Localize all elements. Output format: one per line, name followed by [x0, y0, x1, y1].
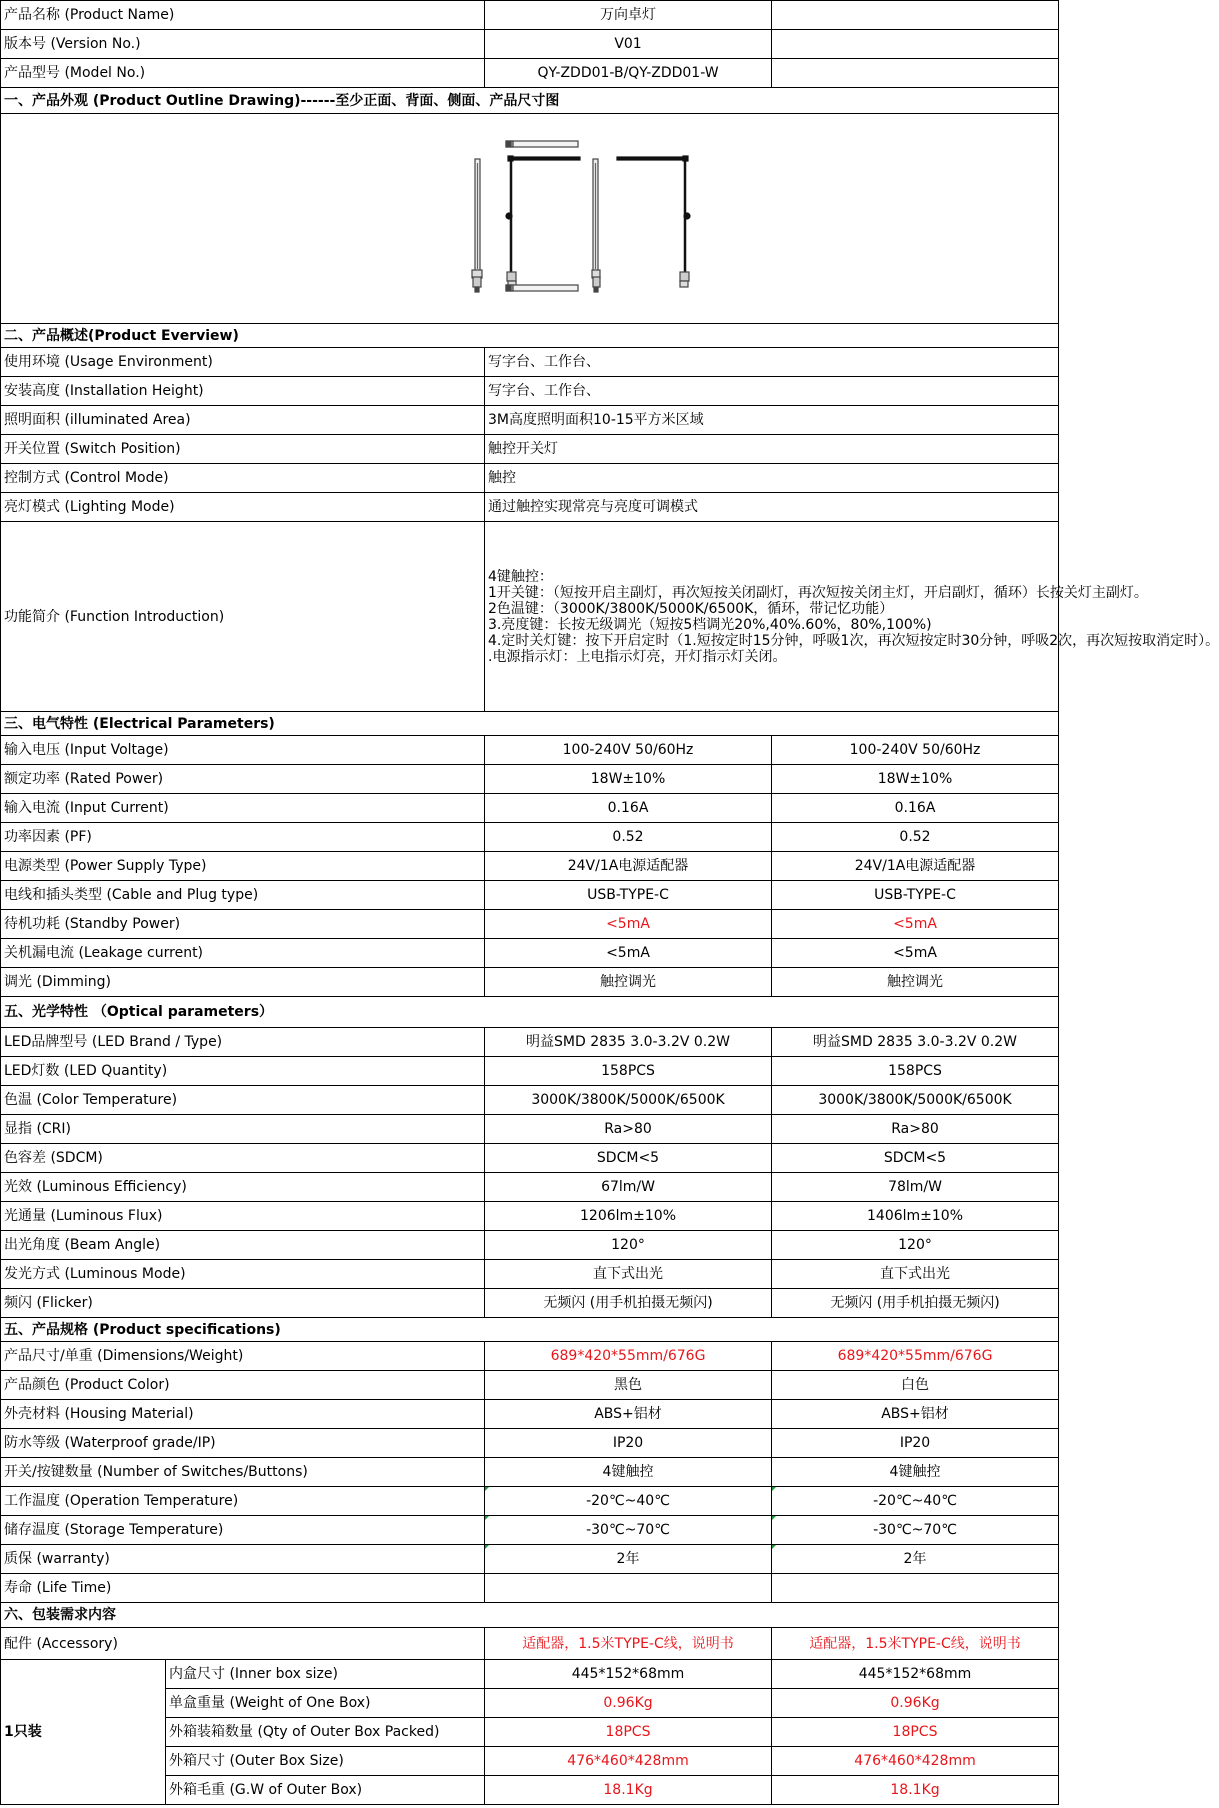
white-model-value: 4键触控	[772, 1458, 1059, 1487]
black-model-value: 445*152*68mm	[485, 1660, 772, 1689]
version-row	[1, 30, 1059, 59]
section2-title: 二、产品概述(Product Everview)	[1, 324, 1059, 348]
lamp-back-view	[592, 159, 600, 292]
row-label: 调光 (Dimming)	[1, 968, 485, 997]
empty-cell	[772, 30, 1059, 59]
black-model-value: 3000K/3800K/5000K/6500K	[485, 1086, 772, 1115]
spec-row	[1, 881, 1059, 910]
row-label: 亮灯模式 (Lighting Mode)	[1, 493, 485, 522]
function-line: 2色温键：（3000K/3800K/5000K/6500K，循环，带记忆功能）	[488, 600, 894, 617]
black-model-value: SDCM<5	[485, 1144, 772, 1173]
black-model-value: 18PCS	[485, 1718, 772, 1747]
row-label: 色容差 (SDCM)	[1, 1144, 485, 1173]
row-label: 外壳材料 (Housing Material)	[1, 1400, 485, 1429]
row-label: 出光角度 (Beam Angle)	[1, 1231, 485, 1260]
white-model-value: 2年	[772, 1545, 1059, 1574]
white-model-value: 无频闪 (用手机拍摄无频闪)	[772, 1289, 1059, 1318]
black-model-value: 直下式出光	[485, 1260, 772, 1289]
overview-row	[1, 435, 1059, 464]
lamp-side-view-left	[506, 156, 580, 287]
white-model-value: -20℃~40℃	[772, 1487, 1059, 1516]
black-model-value: <5mA	[485, 939, 772, 968]
white-model-value: <5mA	[772, 910, 1059, 939]
spec-row	[1, 1458, 1059, 1487]
row-label: 开关位置 (Switch Position)	[1, 435, 485, 464]
section1-row	[1, 88, 1059, 114]
packing-label: 外箱毛重 (G.W of Outer Box)	[166, 1776, 485, 1805]
black-model-value: 120°	[485, 1231, 772, 1260]
white-model-accessory: 适配器，1.5米TYPE-C线，说明书	[772, 1628, 1059, 1660]
version-label: 版本号 (Version No.)	[1, 30, 485, 59]
spec-row	[1, 1429, 1059, 1458]
accessory-row	[1, 1628, 1059, 1660]
empty-cell	[772, 59, 1059, 88]
product-name-row	[1, 1, 1059, 30]
black-model-value: 2年	[485, 1545, 772, 1574]
row-label: 照明面积 (illuminated Area)	[1, 406, 485, 435]
white-model-value: 3000K/3800K/5000K/6500K	[772, 1086, 1059, 1115]
packing-quantity-label: 1只装	[1, 1660, 166, 1805]
white-model-value: ABS+铝材	[772, 1400, 1059, 1429]
section6-row	[1, 1603, 1059, 1628]
white-model-value: 1406lm±10%	[772, 1202, 1059, 1231]
black-model-value: 689*420*55mm/676G	[485, 1342, 772, 1371]
row-label: 待机功耗 (Standby Power)	[1, 910, 485, 939]
black-model-value	[485, 1574, 772, 1603]
spec-row	[1, 1231, 1059, 1260]
row-label: 工作温度 (Operation Temperature)	[1, 1487, 485, 1516]
spec-row	[1, 1086, 1059, 1115]
black-model-accessory: 适配器，1.5米TYPE-C线，说明书	[485, 1628, 772, 1660]
white-model-value: 476*460*428mm	[772, 1747, 1059, 1776]
white-model-value: 445*152*68mm	[772, 1660, 1059, 1689]
section2-row	[1, 324, 1059, 348]
row-label: 储存温度 (Storage Temperature)	[1, 1516, 485, 1545]
black-model-value: 无频闪 (用手机拍摄无频闪)	[485, 1289, 772, 1318]
product-name-value: 万向卓灯	[485, 1, 772, 30]
white-model-value: 0.52	[772, 823, 1059, 852]
white-model-value: 0.96Kg	[772, 1689, 1059, 1718]
white-model-value: 18PCS	[772, 1718, 1059, 1747]
lamp-bottom-view	[506, 285, 578, 291]
packing-label: 内盒尺寸 (Inner box size)	[166, 1660, 485, 1689]
white-model-value: 白色	[772, 1371, 1059, 1400]
black-model-value: 1206lm±10%	[485, 1202, 772, 1231]
row-value: 写字台、工作台、	[485, 377, 1059, 406]
row-label: 额定功率 (Rated Power)	[1, 765, 485, 794]
spec-row	[1, 939, 1059, 968]
section5b-row	[1, 1318, 1059, 1342]
row-value: 触控开关灯	[485, 435, 1059, 464]
white-model-value: IP20	[772, 1429, 1059, 1458]
row-label: 色温 (Color Temperature)	[1, 1086, 485, 1115]
function-row	[1, 522, 1059, 712]
black-model-value: 0.16A	[485, 794, 772, 823]
row-label: 电线和插头类型 (Cable and Plug type)	[1, 881, 485, 910]
row-label: 防水等级 (Waterproof grade/IP)	[1, 1429, 485, 1458]
white-model-value: 158PCS	[772, 1057, 1059, 1086]
black-model-value: USB-TYPE-C	[485, 881, 772, 910]
row-label: 显指 (CRI)	[1, 1115, 485, 1144]
spec-row	[1, 1144, 1059, 1173]
overview-row	[1, 377, 1059, 406]
white-model-value: 18W±10%	[772, 765, 1059, 794]
black-model-value: 18.1Kg	[485, 1776, 772, 1805]
spec-row	[1, 1545, 1059, 1574]
row-label: 光效 (Luminous Efficiency)	[1, 1173, 485, 1202]
row-label: 产品颜色 (Product Color)	[1, 1371, 485, 1400]
row-label: 关机漏电流 (Leakage current)	[1, 939, 485, 968]
lamp-front-view	[472, 159, 482, 292]
row-label: 频闪 (Flicker)	[1, 1289, 485, 1318]
accessory-label: 配件 (Accessory)	[1, 1628, 485, 1660]
model-value: QY-ZDD01-B/QY-ZDD01-W	[485, 59, 772, 88]
model-label: 产品型号 (Model No.)	[1, 59, 485, 88]
black-model-value: 18W±10%	[485, 765, 772, 794]
row-label: 电源类型 (Power Supply Type)	[1, 852, 485, 881]
spec-row	[1, 1400, 1059, 1429]
function-line: 1开关键：（短按开启主副灯，再次短按关闭副灯，再次短按关闭主灯，开启副灯，循环）长按关灯主副灯。	[488, 584, 1148, 601]
black-model-value: 100-240V 50/60Hz	[485, 736, 772, 765]
black-model-value: 触控调光	[485, 968, 772, 997]
white-model-value: 明益SMD 2835 3.0-3.2V 0.2W	[772, 1028, 1059, 1057]
spec-row	[1, 1115, 1059, 1144]
black-model-value: 明益SMD 2835 3.0-3.2V 0.2W	[485, 1028, 772, 1057]
function-line: 4.定时关灯键：按下开启定时（1.短按定时15分钟，呼吸1次，再次短按定时30分钟，呼吸2次，再次短按取消定时）。	[488, 632, 1219, 649]
lamp-drawings	[4, 115, 1060, 323]
black-model-value: 0.96Kg	[485, 1689, 772, 1718]
white-model-value: USB-TYPE-C	[772, 881, 1059, 910]
row-label: 功率因素 (PF)	[1, 823, 485, 852]
black-model-value: 158PCS	[485, 1057, 772, 1086]
spec-row	[1, 794, 1059, 823]
row-label: 质保 (warranty)	[1, 1545, 485, 1574]
spec-row	[1, 852, 1059, 881]
spec-row	[1, 1028, 1059, 1057]
white-model-value: 直下式出光	[772, 1260, 1059, 1289]
white-model-value: <5mA	[772, 939, 1059, 968]
row-label: 使用环境 (Usage Environment)	[1, 348, 485, 377]
spec-row	[1, 765, 1059, 794]
overview-row	[1, 464, 1059, 493]
function-line: .电源指示灯：上电指示灯亮，开灯指示灯关闭。	[488, 648, 787, 665]
row-label: LED灯数 (LED Quantity)	[1, 1057, 485, 1086]
spec-row	[1, 968, 1059, 997]
function-description	[485, 522, 1219, 712]
spec-row	[1, 1057, 1059, 1086]
black-model-value: IP20	[485, 1429, 772, 1458]
spec-row	[1, 1173, 1059, 1202]
packing-label: 单盒重量 (Weight of One Box)	[166, 1689, 485, 1718]
row-value: 写字台、工作台、	[485, 348, 1059, 377]
spec-row	[1, 1289, 1059, 1318]
packing-label: 外箱装箱数量 (Qty of Outer Box Packed)	[166, 1718, 485, 1747]
row-label: 光通量 (Luminous Flux)	[1, 1202, 485, 1231]
overview-row	[1, 493, 1059, 522]
black-model-value: -20℃~40℃	[485, 1487, 772, 1516]
section5a-title: 五、光学特性 （Optical parameters）	[1, 997, 1059, 1028]
black-model-value: Ra>80	[485, 1115, 772, 1144]
row-value: 3M高度照明面积10-15平方米区域	[485, 406, 1059, 435]
white-model-value: 100-240V 50/60Hz	[772, 736, 1059, 765]
row-label: 输入电压 (Input Voltage)	[1, 736, 485, 765]
row-label: 寿命 (Life Time)	[1, 1574, 485, 1603]
white-model-value: 78lm/W	[772, 1173, 1059, 1202]
row-label: LED品牌型号 (LED Brand / Type)	[1, 1028, 485, 1057]
spec-row	[1, 1516, 1059, 1545]
spec-row	[1, 736, 1059, 765]
spec-row	[1, 1202, 1059, 1231]
row-label: 输入电流 (Input Current)	[1, 794, 485, 823]
lamp-top-view	[506, 141, 578, 147]
section5a-row	[1, 997, 1059, 1028]
function-line: 3.亮度键：长按无级调光（短按5档调光20%,40%.60%，80%,100%)	[488, 616, 932, 633]
black-model-value: 24V/1A电源适配器	[485, 852, 772, 881]
spec-row	[1, 1574, 1059, 1603]
packing-row	[1, 1660, 1059, 1689]
black-model-value: <5mA	[485, 910, 772, 939]
row-label: 控制方式 (Control Mode)	[1, 464, 485, 493]
overview-row	[1, 348, 1059, 377]
section3-row	[1, 712, 1059, 736]
row-value: 触控	[485, 464, 1059, 493]
white-model-value: 18.1Kg	[772, 1776, 1059, 1805]
white-model-value: Ra>80	[772, 1115, 1059, 1144]
section3-title: 三、电气特性 (Electrical Parameters)	[1, 712, 1059, 736]
white-model-value: 0.16A	[772, 794, 1059, 823]
white-model-value: 120°	[772, 1231, 1059, 1260]
black-model-value: 67lm/W	[485, 1173, 772, 1202]
empty-cell	[772, 1, 1059, 30]
spec-row	[1, 1371, 1059, 1400]
white-model-value: 689*420*55mm/676G	[772, 1342, 1059, 1371]
product-name-label: 产品名称 (Product Name)	[1, 1, 485, 30]
black-model-value: 黑色	[485, 1371, 772, 1400]
black-model-value: 0.52	[485, 823, 772, 852]
function-label: 功能简介 (Function Introduction)	[1, 522, 485, 712]
overview-row	[1, 406, 1059, 435]
row-label: 产品尺寸/单重 (Dimensions/Weight)	[1, 1342, 485, 1371]
black-model-value: ABS+铝材	[485, 1400, 772, 1429]
white-model-value	[772, 1574, 1059, 1603]
version-value: V01	[485, 30, 772, 59]
white-model-value: -30℃~70℃	[772, 1516, 1059, 1545]
spec-row	[1, 910, 1059, 939]
row-label: 安装高度 (Installation Height)	[1, 377, 485, 406]
row-label: 发光方式 (Luminous Mode)	[1, 1260, 485, 1289]
lamp-side-view-right	[617, 156, 690, 287]
black-model-value: 4键触控	[485, 1458, 772, 1487]
function-line: 4键触控：	[488, 568, 553, 585]
section1-title: 一、产品外观 (Product Outline Drawing)------至少正面、背面、侧面、产品尺寸图	[1, 88, 1059, 114]
drawing-row	[1, 114, 1059, 324]
spec-row	[1, 1260, 1059, 1289]
section5b-title: 五、产品规格 (Product specifications)	[1, 1318, 1059, 1342]
section6-title: 六、包装需求内容	[1, 1603, 1059, 1628]
spec-row	[1, 1342, 1059, 1371]
row-value: 通过触控实现常亮与亮度可调模式	[485, 493, 1059, 522]
spec-row	[1, 823, 1059, 852]
product-outline-drawing	[1, 114, 1059, 324]
black-model-value: -30℃~70℃	[485, 1516, 772, 1545]
white-model-value: SDCM<5	[772, 1144, 1059, 1173]
row-label: 开关/按键数量 (Number of Switches/Buttons)	[1, 1458, 485, 1487]
white-model-value: 24V/1A电源适配器	[772, 852, 1059, 881]
white-model-value: 触控调光	[772, 968, 1059, 997]
packing-label: 外箱尺寸 (Outer Box Size)	[166, 1747, 485, 1776]
spec-row	[1, 1487, 1059, 1516]
model-row	[1, 59, 1059, 88]
black-model-value: 476*460*428mm	[485, 1747, 772, 1776]
